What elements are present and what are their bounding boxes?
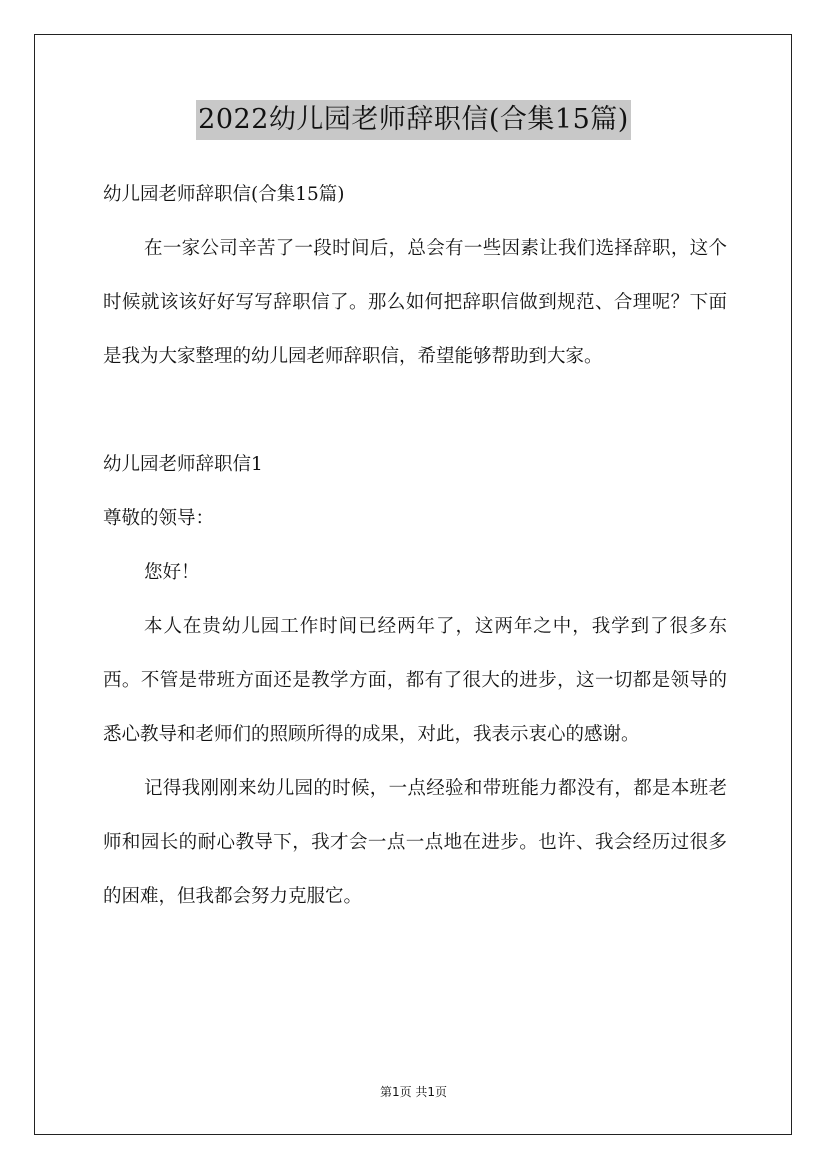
body-paragraph-2: 记得我刚刚来幼儿园的时候，一点经验和带班能力都没有，都是本班老师和园长的耐心教导下，我才会一点一点地在进步。也许、我会经历过很多的困难，但我都会努力克服它。: [103, 778, 727, 907]
intro-paragraph: 在一家公司辛苦了一段时间后，总会有一些因素让我们选择辞职，这个时候就该该好好写写辞职信了。那么如何把辞职信做到规范、合理呢？下面是我为大家整理的幼儿园老师辞职信，希望能够帮助到大家。: [103, 238, 727, 367]
document-title: 2022幼儿园老师辞职信(合集15篇): [196, 100, 631, 140]
page-indicator: 第1页 共1页: [379, 1085, 448, 1099]
salutation: 尊敬的领导：: [103, 508, 215, 529]
page-footer: [0, 1083, 827, 1100]
blank-line: [103, 384, 727, 438]
title-container: [0, 100, 827, 140]
section-heading: 幼儿园老师辞职信1: [103, 454, 263, 475]
document-subtitle: 幼儿园老师辞职信(合集15篇): [103, 184, 345, 205]
document-body: [103, 168, 727, 924]
greeting: 您好！: [144, 562, 200, 583]
body-paragraph-1: 本人在贵幼儿园工作时间已经两年了，这两年之中，我学到了很多东西。不管是带班方面还是教学方面，都有了很大的进步，这一切都是领导的悉心教导和老师们的照顾所得的成果，对此，我表示衷心的感谢。: [103, 616, 727, 745]
